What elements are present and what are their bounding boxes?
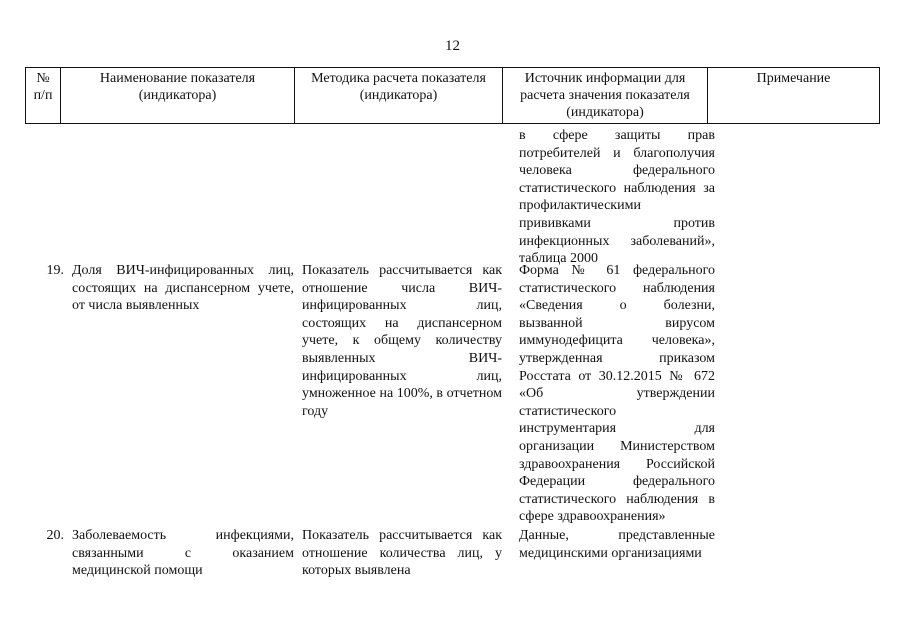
row-19-indicator-name bbox=[72, 262, 294, 315]
row-19-number: 19. bbox=[46, 263, 64, 278]
cell-text: в сфере защиты прав потребителей и благополучия человека федерального статистического наблюдения за профилактическими прививками против инфекционных заболеваний», таблица 2000 bbox=[519, 128, 715, 267]
column-header-note: Примечание bbox=[708, 68, 880, 124]
cell-text: Данные, представленные медицинскими организациями bbox=[519, 528, 715, 561]
column-header-source: Источник информации для расчета значения показателя (индикатора) bbox=[503, 68, 708, 124]
column-header-method: Методика расчета показателя (индикатора) bbox=[295, 68, 503, 124]
row-19-method bbox=[302, 262, 502, 420]
row-20-number: 20. bbox=[46, 528, 64, 543]
row-20-method bbox=[302, 527, 502, 580]
row-continued-source bbox=[519, 127, 715, 268]
row-20-indicator-name bbox=[72, 527, 294, 580]
row-19-source bbox=[519, 262, 715, 526]
column-header-indicator-name: Наименование показателя (индикатора) bbox=[61, 68, 295, 124]
cell-text: Форма № 61 федерального статистического наблюдения «Сведения о болезни, вызванной вирусом иммунодефицита человека», утвержденная приказом Росстата от 30.12.2015 № 672 «Об утверждении статистического инструментария для организации Министерством здравоохранения Российской Федерации федерального статистического наблюдения в сфере здравоохранения» bbox=[519, 263, 715, 525]
cell-text: Показатель рассчитывается как отношение числа ВИЧ-инфицированных лиц, состоящих на диспансерном учете, к общему количеству выявленных ВИЧ-инфицированных лиц, умноженное на 100%, в отчетном году bbox=[302, 263, 502, 419]
page-number: 12 bbox=[445, 38, 460, 54]
cell-text: Доля ВИЧ-инфицированных лиц, состоящих на диспансерном учете, от числа выявленных bbox=[72, 263, 294, 314]
cell-text: Показатель рассчитывается как отношение количества лиц, у которых выявлена bbox=[302, 528, 502, 579]
table-header bbox=[25, 67, 880, 124]
cell-text: Заболеваемость инфекциями, связанными с оказанием медицинской помощи bbox=[72, 528, 294, 579]
column-header-number: № п/п bbox=[26, 68, 61, 124]
row-20-source bbox=[519, 527, 715, 562]
